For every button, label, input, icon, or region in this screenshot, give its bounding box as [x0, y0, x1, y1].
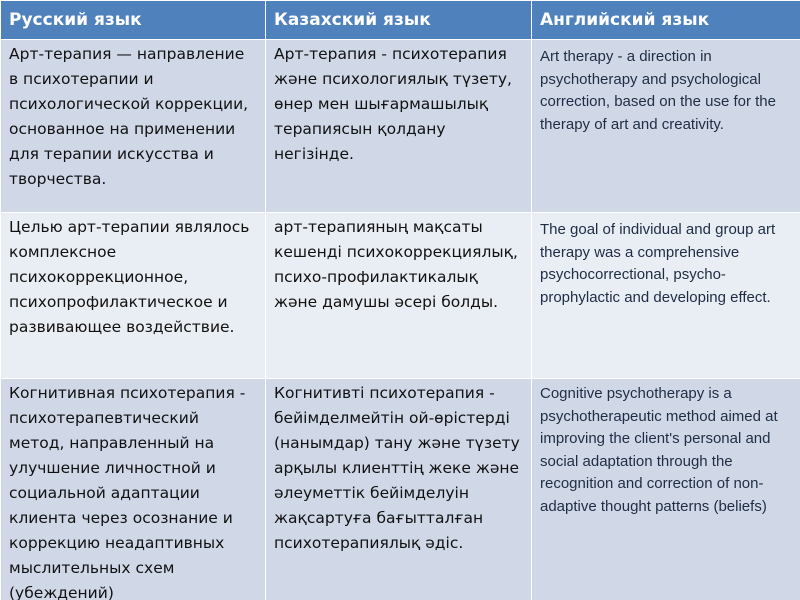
header-row — [1, 1, 800, 40]
header-english: Английский язык — [532, 1, 800, 40]
cell-kazakh: Когнитивті психотерапия - бейімделмейтін ой-өрістерді (нанымдар) тану және түзету арқылы клиенттің жеке және әлеуметтік бейімделуін жақсартуға бағытталған психотерапиялық әдіс. — [266, 379, 532, 600]
table-row — [1, 213, 800, 379]
cell-russian: Арт-терапия — направление в психотерапии и психологической коррекции, основанное на применении для терапии искусства и творчества. — [1, 40, 266, 213]
cell-kazakh: арт-терапияның мақсаты кешенді психокоррекциялық, психо-профилактикалық және дамушы әсері болды. — [266, 213, 532, 379]
cell-english: Cognitive psychotherapy is a psychotherapeutic method aimed at improving the client's personal and social adaptation through the recognition and correction of non-adaptive thought patterns (beliefs) — [532, 379, 800, 600]
cell-english: The goal of individual and group art therapy was a comprehensive psychocorrectional, psycho-prophylactic and developing effect. — [532, 213, 800, 379]
cell-kazakh: Арт-терапия - психотерапия және психологиялық түзету, өнер мен шығармашылық терапиясын қолдану негізінде. — [266, 40, 532, 213]
cell-russian: Когнитивная психотерапия - психотерапевтический метод, направленный на улучшение личностной и социальной адаптации клиента через осознание и коррекцию неадаптивных мыслительных схем (убеждений) — [1, 379, 266, 600]
header-russian: Русский язык — [1, 1, 266, 40]
table-row — [1, 379, 800, 600]
table-row — [1, 40, 800, 213]
cell-english: Art therapy - a direction in psychotherapy and psychological correction, based on the use for the therapy of art and creativity. — [532, 40, 800, 213]
header-kazakh: Казахский язык — [266, 1, 532, 40]
cell-russian: Целью арт-терапии являлось комплексное психокоррекционное, психопрофилактическое и развивающее воздействие. — [1, 213, 266, 379]
